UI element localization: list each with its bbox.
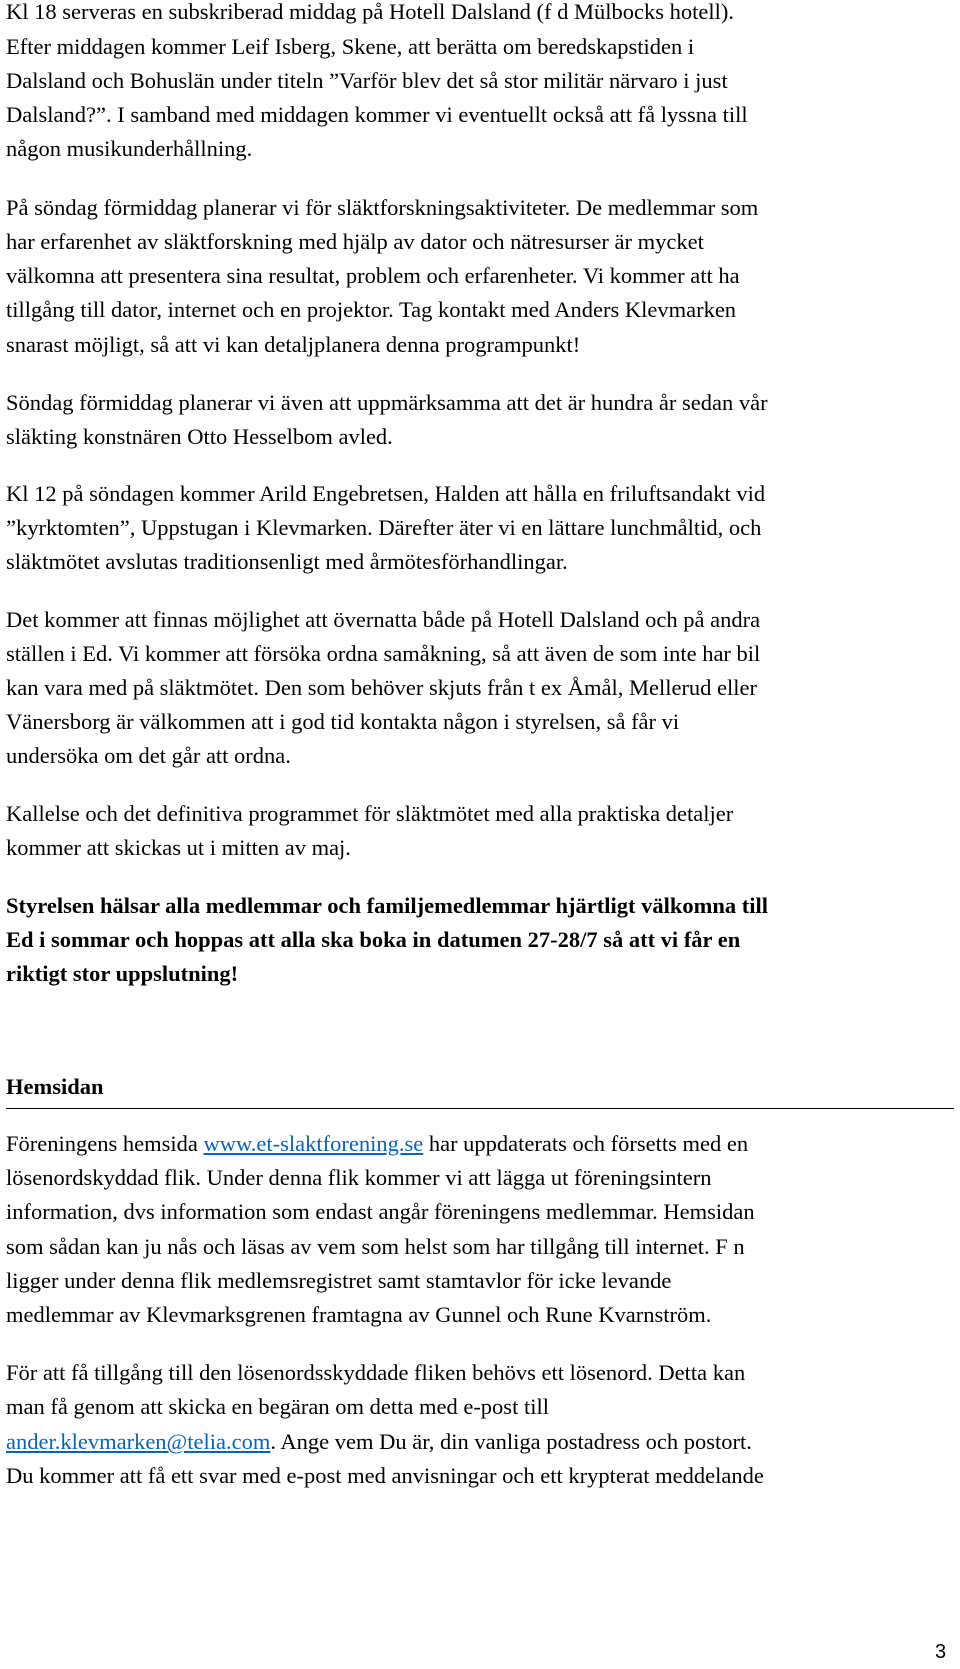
text-line: riktigt stor uppslutning! (6, 961, 239, 986)
text-segment: Föreningens hemsida (6, 1131, 204, 1156)
text-line: Ed i sommar och hoppas att alla ska boka in datumen 27-28/7 så att vi får en (6, 927, 741, 952)
text-line: ligger under denna flik medlemsregistret samt stamtavlor för icke levande (6, 1268, 672, 1293)
text-line: På söndag förmiddag planerar vi för släktforskningsaktiviteter. De medlemmar som (6, 195, 759, 220)
text-line: man få genom att skicka en begäran om detta med e-post till (6, 1394, 549, 1419)
text-line: information, dvs information som endast angår föreningens medlemmar. Hemsidan (6, 1199, 755, 1224)
text-line: undersöka om det går att ordna. (6, 743, 291, 768)
text-line: lösenordskyddad flik. Under denna flik kommer vi att lägga ut föreningsintern (6, 1165, 712, 1190)
text-line: släktmötet avslutas traditionsenligt med årmötesförhandlingar. (6, 549, 568, 574)
text-line: Kallelse och det definitiva programmet för släktmötet med alla praktiska detaljer (6, 801, 734, 826)
text-line (6, 1126, 748, 1162)
text-line: Söndag förmiddag planerar vi även att uppmärksamma att det är hundra år sedan vår (6, 390, 768, 415)
text-line: kan vara med på släktmötet. Den som behöver skjuts från t ex Åmål, Mellerud eller (6, 675, 758, 700)
text-line: ”kyrktomten”, Uppstugan i Klevmarken. Därefter äter vi en lättare lunchmåltid, och (6, 515, 762, 540)
text-line: Dalsland och Bohuslän under titeln ”Varför blev det så stor militär närvaro i just (6, 68, 728, 93)
text-line: Det kommer att finnas möjlighet att övernatta både på Hotell Dalsland och på andra (6, 607, 761, 632)
section-heading: Hemsidan (6, 1074, 104, 1099)
email-link[interactable]: ander.klevmarken@telia.com (6, 1429, 271, 1454)
text-line: kommer att skickas ut i mitten av maj. (6, 835, 351, 860)
text-line: Kl 18 serveras en subskriberad middag på Hotell Dalsland (f d Mülbocks hotell). (6, 0, 734, 24)
text-line: snarast möjligt, så att vi kan detaljplanera denna programpunkt! (6, 332, 581, 357)
text-line: välkomna att presentera sina resultat, problem och erfarenheter. Vi kommer att ha (6, 263, 740, 288)
text-line: För att få tillgång till den lösenordsskyddade fliken behövs ett lösenord. Detta kan (6, 1360, 746, 1385)
page-number: 3 (935, 1641, 947, 1663)
text-line: Du kommer att få ett svar med e-post med anvisningar och ett krypterat meddelande (6, 1463, 764, 1488)
text-line: Efter middagen kommer Leif Isberg, Skene, att berätta om beredskapstiden i (6, 34, 695, 59)
text-line: Dalsland?”. I samband med middagen kommer vi eventuellt också att få lyssna till (6, 102, 748, 127)
text-line: ställen i Ed. Vi kommer att försöka ordna samåkning, så att även de som inte har bil (6, 641, 761, 666)
text-line: Vänersborg är välkommen att i god tid kontakta någon i styrelsen, så får vi (6, 709, 680, 734)
homepage-link[interactable]: www.et-slaktforening.se (203, 1131, 424, 1156)
text-line: medlemmar av Klevmarksgrenen framtagna av Gunnel och Rune Kvarnström. (6, 1302, 712, 1327)
section-divider (6, 1108, 954, 1109)
text-line (6, 1424, 752, 1460)
text-line: har erfarenhet av släktforskning med hjälp av dator och nätresurser är mycket (6, 229, 704, 254)
text-line: Kl 12 på söndagen kommer Arild Engebretsen, Halden att hålla en friluftsandakt vid (6, 481, 766, 506)
text-line: någon musikunderhållning. (6, 136, 253, 161)
text-line: släkting konstnären Otto Hesselbom avled. (6, 424, 393, 449)
text-line: Styrelsen hälsar alla medlemmar och familjemedlemmar hjärtligt välkomna till (6, 893, 768, 918)
text-line: som sådan kan ju nås och läsas av vem som helst som har tillgång till internet. F n (6, 1234, 745, 1259)
text-segment: . Ange vem Du är, din vanliga postadress och postort. (270, 1429, 752, 1454)
text-line: tillgång till dator, internet och en projektor. Tag kontakt med Anders Klevmarken (6, 297, 737, 322)
text-segment: har uppdaterats och försetts med en (423, 1131, 749, 1156)
